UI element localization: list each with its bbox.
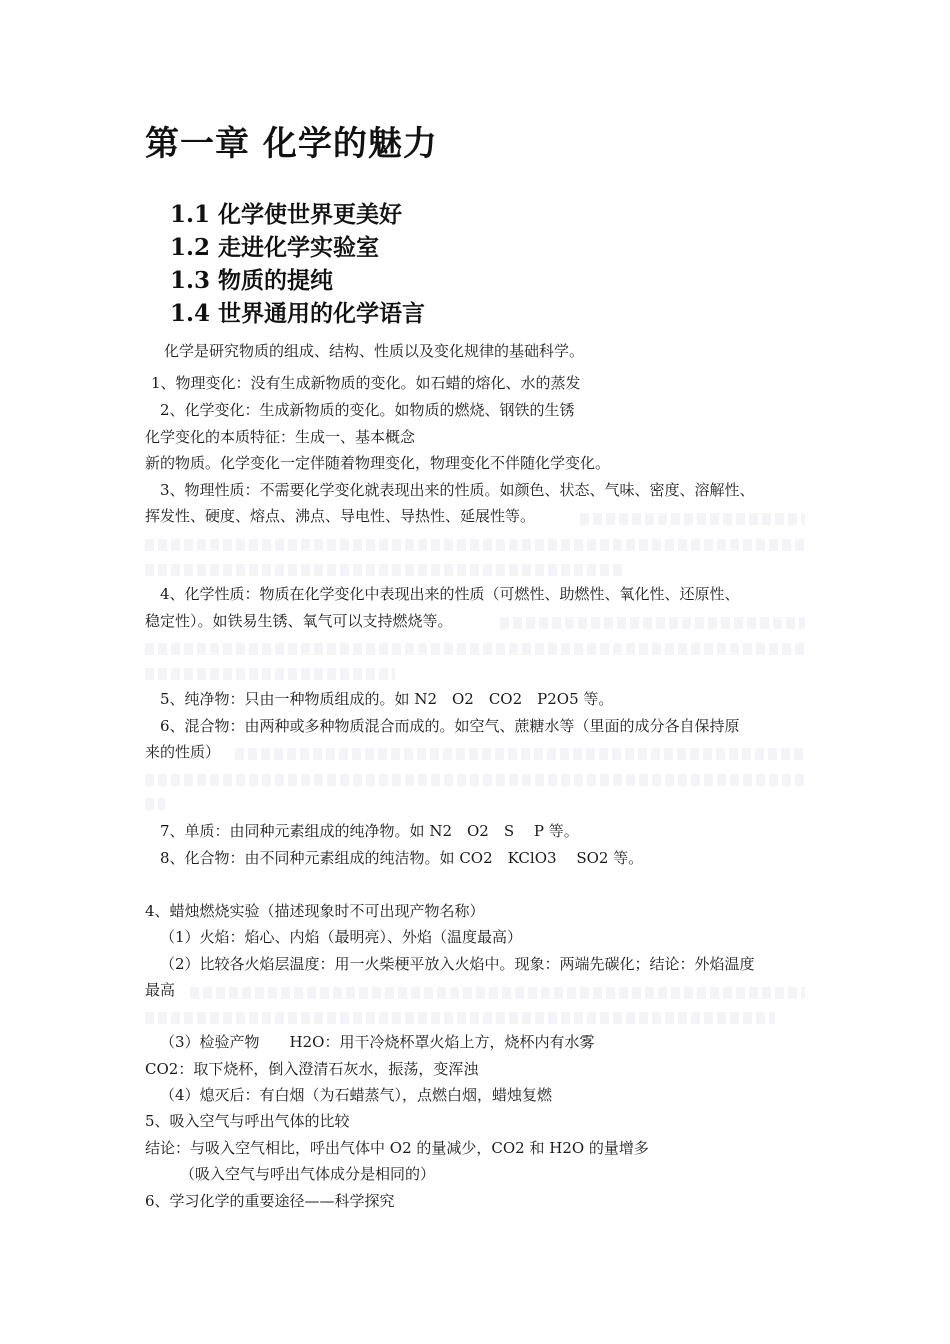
text-line: 5、纯净物：只由一种物质组成的。如 N2 O2 CO2 P2O5 等。 (160, 690, 614, 708)
text-line: 化学变化的本质特征：生成一、基本概念 (145, 428, 416, 446)
text-line: 5、吸入空气与呼出气体的比较 (145, 1112, 350, 1130)
faint-text-line (145, 774, 805, 786)
text-line: 3、物理性质：不需要化学变化就表现出来的性质。如颜色、状态、气味、密度、溶解性、 (160, 481, 755, 499)
section-list (170, 198, 425, 330)
faint-text-line (145, 564, 625, 576)
text-line: （吸入空气与呼出气体成分是相同的） (180, 1165, 436, 1183)
text-line: （1）火焰：焰心、内焰（最明亮）、外焰（温度最高） (160, 928, 523, 946)
text-line: 7、单质：由同种元素组成的纯净物。如 N2 O2 S P 等。 (160, 822, 579, 840)
text-line: 4、化学性质：物质在化学变化中表现出来的性质（可燃性、助燃性、氧化性、还原性、 (160, 585, 740, 603)
faint-text-line (145, 798, 165, 810)
text-line: （3）检验产物 H2O：用干冷烧杯罩火焰上方，烧杯内有水雾 (160, 1033, 595, 1051)
text-line: 6、混合物：由两种或多种物质混合而成的。如空气、蔗糖水等（里面的成分各自保持原 (160, 717, 740, 735)
text-line: 6、学习化学的重要途径——科学探究 (145, 1192, 395, 1210)
faint-text-line (500, 617, 805, 629)
faint-text-line (145, 539, 805, 551)
text-line: 8、化合物：由不同种元素组成的纯洁物。如 CO2 KClO3 SO2 等。 (160, 849, 644, 867)
faint-text-line (190, 987, 805, 999)
text-line: 最高 (145, 981, 176, 999)
section-item: 1.2 走进化学实验室 (170, 234, 380, 261)
chapter-title: 第一章 化学的魅力 (145, 124, 438, 164)
section-item: 1.1 化学使世界更美好 (170, 201, 403, 228)
text-line: （4）熄灭后：有白烟（为石蜡蒸气），点燃白烟，蜡烛复燃 (160, 1086, 553, 1104)
text-line: 挥发性、硬度、熔点、沸点、导电性、导热性、延展性等。 (145, 507, 536, 525)
section-item: 1.4 世界通用的化学语言 (170, 300, 426, 327)
text-line: 结论：与吸入空气相比，呼出气体中 O2 的量减少，CO2 和 H2O 的量增多 (145, 1139, 649, 1157)
faint-text-line (145, 643, 805, 655)
text-line: 来的性质） (145, 743, 221, 761)
faint-text-line (145, 1012, 775, 1024)
intro-line: 化学是研究物质的组成、结构、性质以及变化规律的基础科学。 (164, 342, 585, 360)
faint-text-line (235, 748, 805, 760)
text-line: CO2：取下烧杯，倒入澄清石灰水，振荡，变浑浊 (145, 1060, 479, 1078)
text-line: 新的物质。化学变化一定伴随着物理变化，物理变化不伴随化学变化。 (145, 454, 611, 472)
faint-text-line (580, 513, 805, 525)
text-line: （2）比较各火焰层温度：用一火柴梗平放入火焰中。现象：两端先碳化；结论：外焰温度 (160, 955, 755, 973)
text-line: 4、蜡烛燃烧实验（描述现象时不可出现产物名称） (145, 902, 485, 920)
text-line: 稳定性）。如铁易生锈、氧气可以支持燃烧等。 (145, 612, 453, 630)
faint-text-line (145, 668, 395, 680)
text-line: 1、物理变化：没有生成新物质的变化。如石蜡的熔化、水的蒸发 (151, 374, 581, 392)
section-item: 1.3 物质的提纯 (170, 267, 334, 294)
text-line: 2、化学变化：生成新物质的变化。如物质的燃烧、钢铁的生锈 (160, 401, 575, 419)
